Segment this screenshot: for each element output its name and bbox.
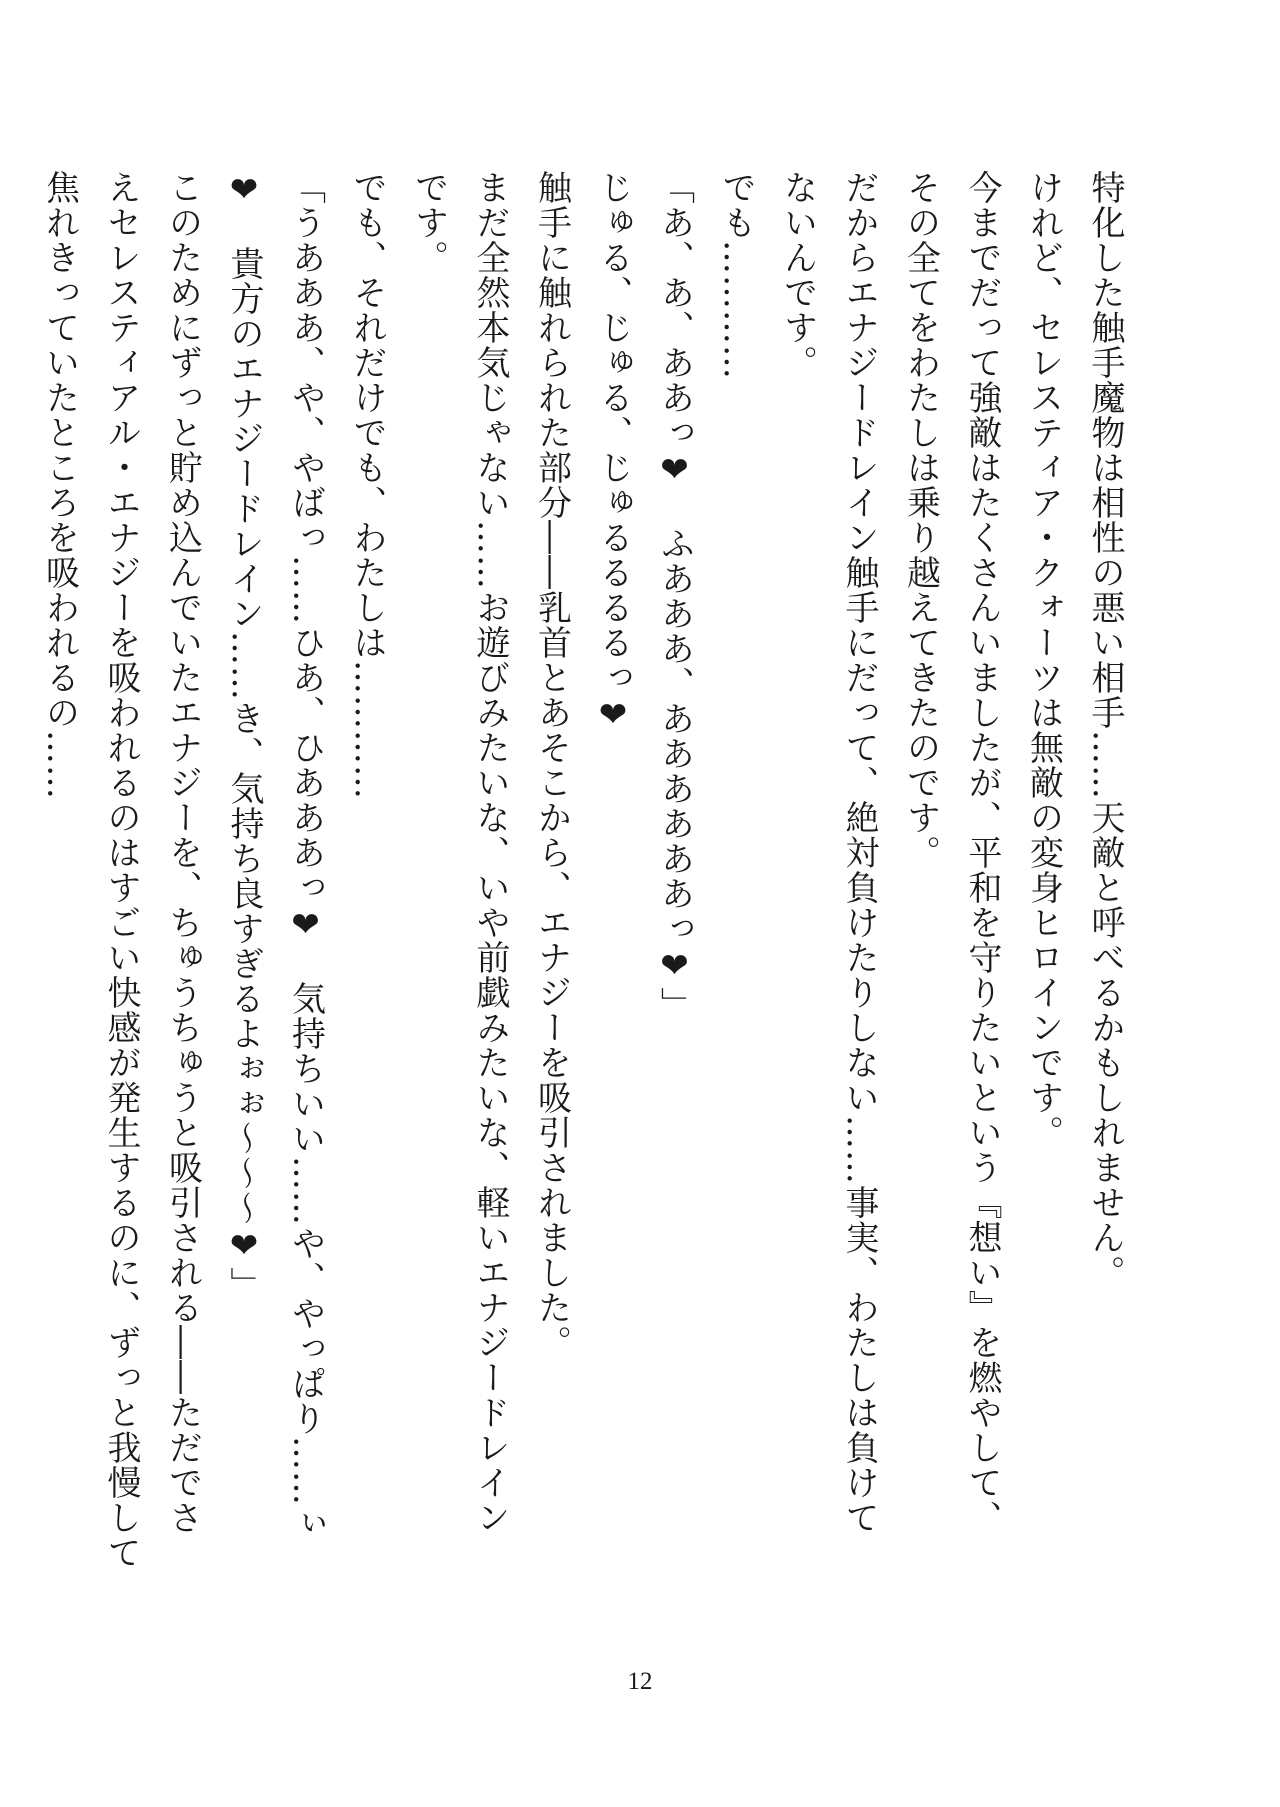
text-line: えセレスティアル・エナジーを吸われるのはすごい快感が発生するのに、ずっと我慢して <box>101 170 141 1570</box>
text-line: 焦れきっていたところを吸われるの…… <box>39 170 80 800</box>
text-line: じゅる、じゅる、じゅるるるるっ❤ <box>593 170 633 736</box>
text-line: ❤ 貴方のエナジードレイン……き、気持ち良すぎるよぉぉ～～～❤」 <box>224 170 264 1302</box>
text-line: 特化した触手魔物は相性の悪い相手……天敵と呼べるかもしれません。 <box>1085 170 1125 1290</box>
text-line: 「あ、あ、ああっ❤ ふあああ、ああああああっ❤」 <box>654 170 695 1022</box>
text-line: 「うあああ、や、やばっ……ひあ、ひあああっ❤ 気持ちいい……や、やっぱり……ぃ <box>285 170 326 1541</box>
text-line: でも、それだけでも、わたしは………… <box>347 170 387 800</box>
text-line: ないんです。 <box>777 170 818 380</box>
vertical-text-body <box>39 170 1135 1630</box>
text-line: だからエナジードレイン触手にだって、絶対負けたりしない……事実、わたしは負けて <box>839 170 879 1535</box>
page-number: 12 <box>627 1668 653 1695</box>
text-line: その全てをわたしは乗り越えてきたのです。 <box>900 170 941 870</box>
text-line: でも………… <box>716 170 756 380</box>
text-line: です。 <box>408 170 449 275</box>
text-line: このためにずっと貯め込んでいたエナジーを、ちゅうちゅうと吸引される――ただでさ <box>162 170 203 1535</box>
text-line: 今までだって強敵はたくさんいましたが、平和を守りたいという『想い』を燃やして、 <box>962 170 1002 1535</box>
text-line: 触手に触れられた部分――乳首とあそこから、エナジーを吸引されました。 <box>531 170 572 1360</box>
text-line: けれど、セレスティア・クォーツは無敵の変身ヒロインです。 <box>1023 170 1064 1150</box>
text-line: まだ全然本気じゃない……お遊びみたいな、いや前戯みたいな、軽いエナジードレイン <box>470 170 510 1535</box>
